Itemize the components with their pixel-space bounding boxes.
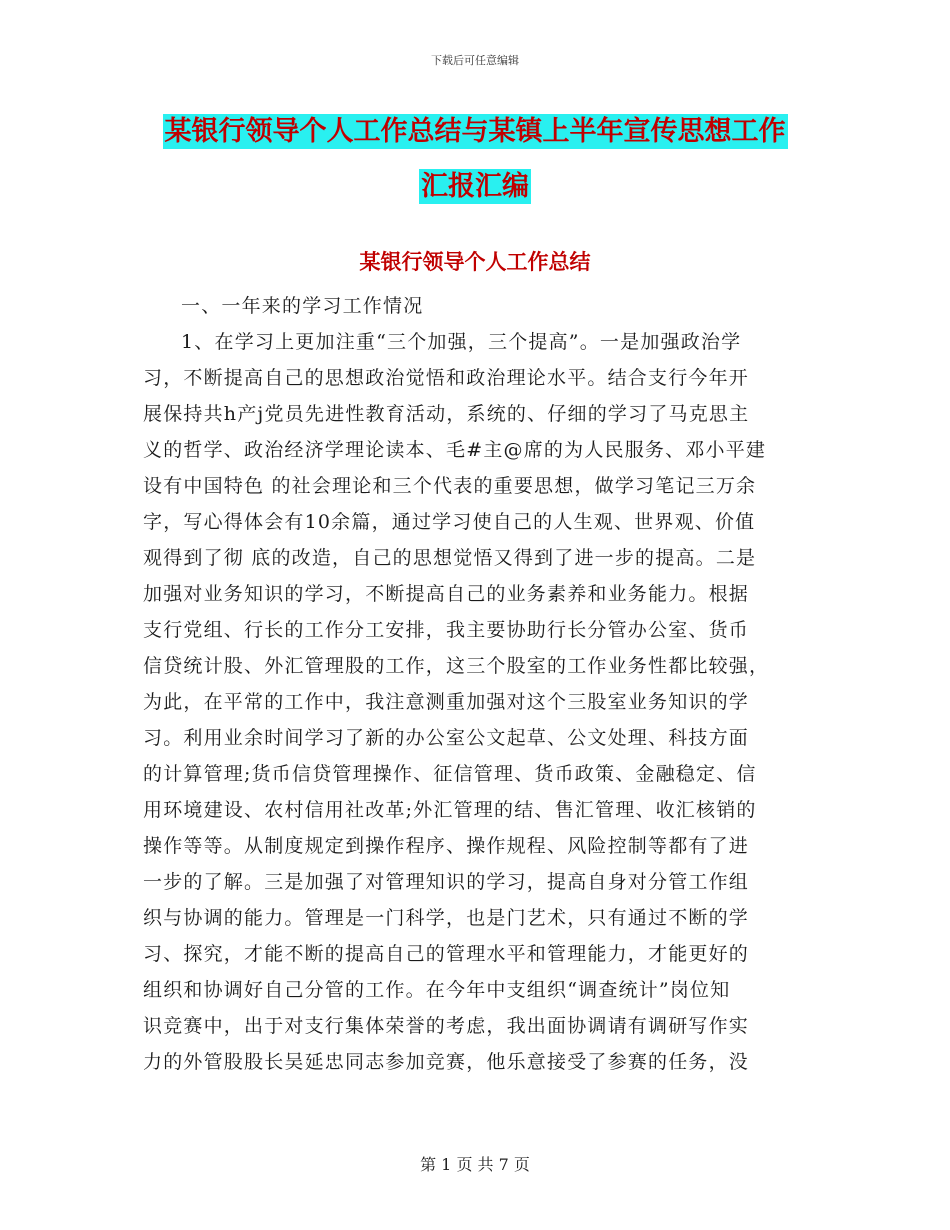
paragraph-line: 的计算管理;货币信贷管理操作、征信管理、货币政策、金融稳定、信	[143, 763, 757, 785]
paragraph-line: 设有中国特色 的社会理论和三个代表的重要思想，做学习笔记三万余	[143, 475, 757, 497]
body-text	[143, 288, 815, 1080]
paragraph-line: 展保持共h产j党员先进性教育活动，系统的、仔细的学习了马克思主	[143, 403, 750, 425]
paragraph-line: 组织和协调好自己分管的工作。在今年中支组织“调查统计”岗位知	[143, 979, 731, 1001]
document-title	[0, 106, 950, 216]
page-number: 第 1 页 共 7 页	[420, 1155, 530, 1174]
paragraph-line: 字，写心得体会有10余篇，通过学习使自己的人生观、世界观、价值	[143, 511, 756, 533]
paragraph-line: 为此，在平常的工作中，我注意测重加强对这个三股室业务知识的学	[143, 691, 750, 713]
paragraph-line: 习、探究，才能不断的提高自己的管理水平和管理能力，才能更好的	[143, 943, 750, 965]
section-heading: 某银行领导个人工作总结	[359, 249, 591, 274]
paragraph-line: 支行党组、行长的工作分工安排，我主要协助行长分管办公室、货币	[143, 619, 750, 641]
page-header-note: 下载后可任意编辑	[431, 54, 519, 67]
paragraph-line: 1、在学习上更加注重“三个加强，三个提高”。一是加强政治学	[181, 331, 742, 353]
paragraph-line: 信贷统计股、外汇管理股的工作，这三个股室的工作业务性都比较强，	[143, 655, 770, 677]
paragraph-line: 操作等等。从制度规定到操作程序、操作规程、风险控制等都有了进	[143, 835, 750, 857]
paragraph-line: 义的哲学、政治经济学理论读本、毛#主@席的为人民服务、邓小平建	[143, 439, 767, 461]
paragraph-line: 习。利用业余时间学习了新的办公室公文起草、公文处理、科技方面	[143, 727, 750, 749]
paragraph-line: 识竞赛中，出于对支行集体荣誉的考虑，我出面协调请有调研写作实	[143, 1015, 750, 1037]
document-title-line-2: 汇报汇编	[421, 171, 529, 202]
document-title-line-1: 某银行领导个人工作总结与某镇上半年宣传思想工作	[164, 116, 786, 147]
subsection-heading: 一、一年来的学习工作情况	[181, 295, 424, 317]
paragraph-line: 观得到了彻 底的改造，自己的思想觉悟又得到了进一步的提高。二是	[143, 547, 757, 569]
paragraph-line: 加强对业务知识的学习，不断提高自己的业务素养和业务能力。根据	[143, 583, 750, 605]
paragraph-line: 用环境建设、农村信用社改革;外汇管理的结、售汇管理、收汇核销的	[143, 799, 757, 821]
paragraph-line: 织与协调的能力。管理是一门科学，也是门艺术，只有通过不断的学	[143, 907, 750, 929]
paragraph-line: 力的外管股股长吴延忠同志参加竞赛，他乐意接受了参赛的任务，没	[143, 1051, 750, 1073]
paragraph-line: 一步的了解。三是加强了对管理知识的学习，提高自身对分管工作组	[143, 871, 750, 893]
paragraph-line: 习，不断提高自己的思想政治觉悟和政治理论水平。结合支行今年开	[143, 367, 750, 389]
